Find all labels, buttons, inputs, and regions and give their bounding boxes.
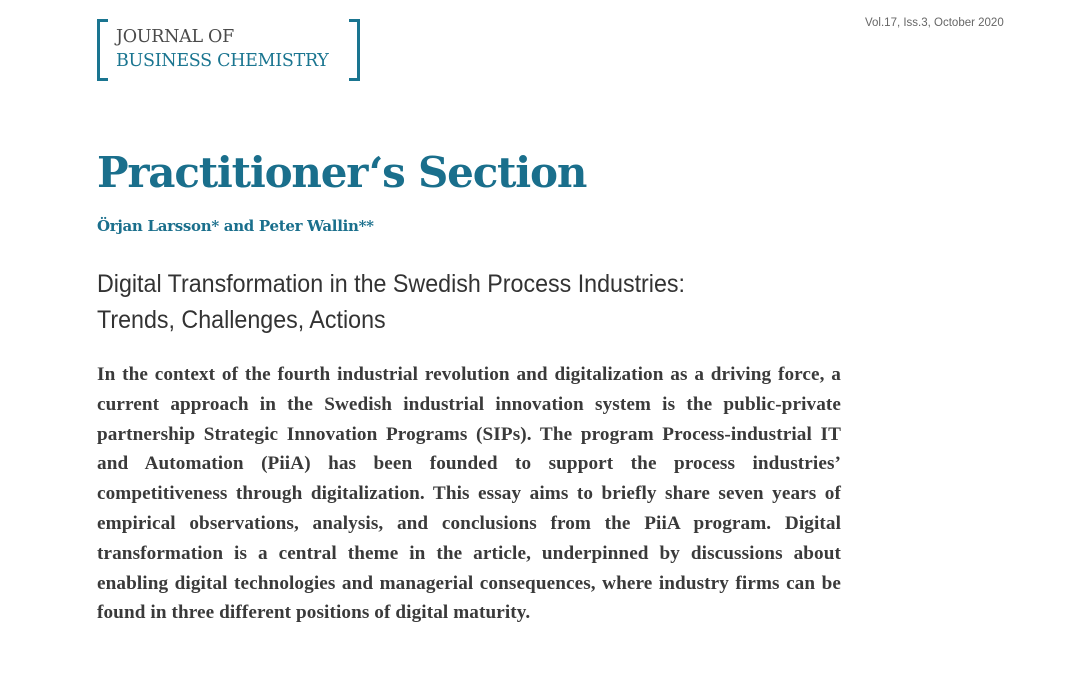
issue-info: Vol.17, Iss.3, October 2020 xyxy=(865,17,1004,29)
article-title-line2: Trends, Challenges, Actions xyxy=(97,306,386,334)
section-title: Practitioner‘s Section xyxy=(97,148,587,197)
article-title xyxy=(97,266,767,338)
logo-right-bracket-icon xyxy=(349,19,360,81)
article-title-line1: Digital Transformation in the Swedish Process Industries: xyxy=(97,270,685,298)
journal-name-line2: BUSINESS CHEMISTRY xyxy=(116,51,329,71)
authors: Örjan Larsson* and Peter Wallin** xyxy=(97,217,374,235)
journal-logo xyxy=(97,19,360,79)
abstract: In the context of the fourth industrial revolution and digitalization as a driving force, a current approach in the Swedish industrial innovation system is the public-private partnership Strategic Innovation Programs (SIPs). The program Process-industrial IT and Automation (PiiA) has been founded to support the process industries’ competitiveness through digitalization. This essay aims to briefly share seven years of empirical observations, analysis, and conclusions from the PiiA program. Digital transformation is a central theme in the article, underpinned by discussions about enabling digital technologies and managerial consequences, where industry firms can be found in three different positions of digital maturity. xyxy=(97,364,841,624)
journal-name-line1: JOURNAL OF xyxy=(116,27,234,47)
logo-left-bracket-icon xyxy=(97,19,108,81)
